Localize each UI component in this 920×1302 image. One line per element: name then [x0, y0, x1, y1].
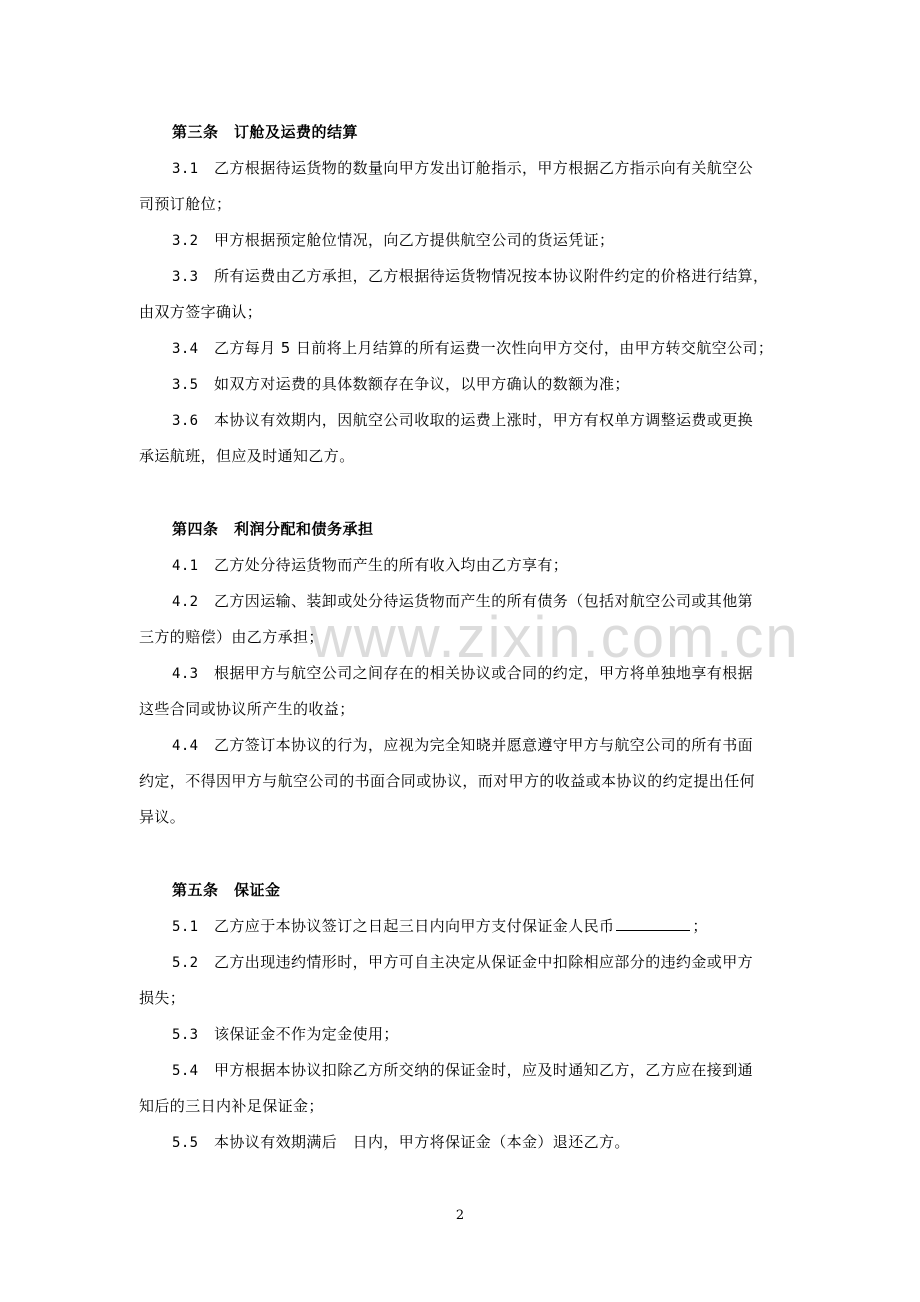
clause-number: 4.2: [172, 594, 199, 610]
clause-5-1: [172, 915, 708, 936]
clause-number: 5.3: [172, 1027, 199, 1043]
clause-text: 乙方因运输、装卸或处分待运货物而产生的所有债务（包括对航空公司或其他第: [214, 592, 754, 610]
clause-text: 乙方出现违约情形时，甲方可自主决定从保证金中扣除相应部分的违约金或甲方: [214, 953, 754, 971]
clause-number: 3.3: [172, 269, 199, 285]
clause-text: 甲方根据本协议扣除乙方所交纳的保证金时，应及时通知乙方，乙方应在接到通: [214, 1061, 754, 1079]
clause-4-2: [172, 590, 753, 611]
clause-number: 4.4: [172, 738, 199, 754]
clause-number: 5.4: [172, 1063, 199, 1079]
page-number: 2: [455, 1208, 465, 1223]
clause-text: 乙方根据待运货物的数量向甲方发出订舱指示，甲方根据乙方指示向有关航空公: [214, 159, 754, 177]
clause-number: 3.2: [172, 233, 199, 249]
clause-number: 3.5: [172, 377, 199, 393]
section-heading-4: 第四条 利润分配和债务承担: [172, 520, 374, 538]
clause-text: 本协议有效期内，因航空公司收取的运费上涨时，甲方有权单方调整运费或更换: [214, 411, 754, 429]
clause-number: 5.2: [172, 955, 199, 971]
clause-number: 3.4: [172, 341, 199, 357]
section-heading-3: 第三条 订舱及运费的结算: [172, 123, 359, 141]
clause-number: 4.3: [172, 666, 199, 682]
clause-3-3-cont: 由双方签字确认；: [139, 303, 263, 321]
clause-number: 3.6: [172, 413, 199, 429]
clause-number: 4.1: [172, 558, 199, 574]
clause-text: 乙方处分待运货物而产生的所有收入均由乙方享有；: [214, 556, 569, 574]
clause-3-5: [172, 373, 630, 394]
clause-3-3: [172, 265, 768, 286]
clause-5-4-cont: 知后的三日内补足保证金；: [139, 1097, 324, 1115]
clause-text: 如双方对运费的具体数额存在争议，以甲方确认的数额为准；: [214, 375, 630, 393]
clause-4-4-cont-1: 约定，不得因甲方与航空公司的书面合同或协议，而对甲方的收益或本协议的约定提出任何: [139, 772, 756, 790]
clause-4-3: [172, 662, 753, 683]
clause-4-4: [172, 734, 753, 755]
clause-3-2: [172, 229, 614, 250]
clause-4-4-cont-2: 异议。: [139, 808, 186, 826]
watermark: www.zixin.com.cn: [310, 605, 800, 670]
clause-text: 乙方每月 5 日前将上月结算的所有运费一次性向甲方交付，由甲方转交航空公司；: [214, 339, 774, 357]
clause-text: 根据甲方与航空公司之间存在的相关协议或合同的约定，甲方将单独地享有根据: [214, 664, 754, 682]
clause-text: 所有运费由乙方承担，乙方根据待运货物情况按本协议附件约定的价格进行结算，: [214, 267, 769, 285]
clause-tail: ；: [692, 917, 708, 935]
clause-text: 该保证金不作为定金使用；: [214, 1025, 399, 1043]
clause-text: 甲方根据预定舱位情况，向乙方提供航空公司的货运凭证；: [214, 231, 615, 249]
clause-4-3-cont: 这些合同或协议所产生的收益；: [139, 700, 355, 718]
clause-text: 本协议有效期满后 日内，甲方将保证金（本金）退还乙方。: [214, 1133, 630, 1151]
clause-4-1: [172, 554, 568, 575]
amount-blank-line: [616, 916, 690, 931]
clause-5-3: [172, 1023, 399, 1044]
clause-5-2: [172, 951, 753, 972]
clause-3-6-cont: 承运航班，但应及时通知乙方。: [139, 447, 355, 465]
clause-number: 5.1: [172, 919, 199, 935]
clause-3-1-cont: 司预订舱位；: [139, 195, 232, 213]
clause-number: 3.1: [172, 161, 199, 177]
clause-number: 5.5: [172, 1135, 199, 1151]
clause-5-4: [172, 1059, 753, 1080]
clause-text: 乙方签订本协议的行为，应视为完全知晓并愿意遵守甲方与航空公司的所有书面: [214, 736, 754, 754]
clause-3-1: [172, 157, 753, 178]
clause-text: 乙方应于本协议签订之日起三日内向甲方支付保证金人民币: [214, 917, 615, 935]
clause-3-6: [172, 409, 753, 430]
clause-4-2-cont: 三方的赔偿）由乙方承担；: [139, 628, 324, 646]
section-heading-5: 第五条 保证金: [172, 881, 281, 899]
clause-3-4: [172, 337, 773, 358]
clause-5-2-cont: 损失；: [139, 989, 186, 1007]
clause-5-5: [172, 1131, 630, 1152]
